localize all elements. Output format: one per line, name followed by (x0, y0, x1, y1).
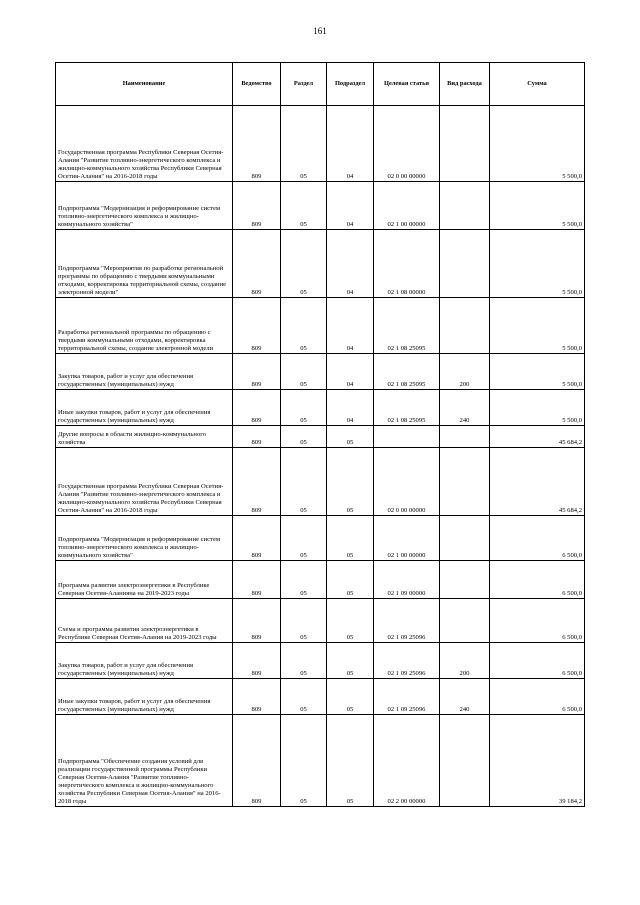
row-sum: 6 500,0 (490, 599, 585, 643)
row-sum: 5 500,0 (490, 354, 585, 390)
row-name: Иные закупки товаров, работ и услуг для обеспечения государственных (муниципальных) нужд (56, 679, 233, 715)
row-department: 809 (233, 448, 281, 516)
row-target-article: 02 1 08 25095 (374, 354, 440, 390)
row-name: Подпрограмма "Обеспечение создания условий для реализации государственной программы Республики Северная Осетия-Алания "Развитие топливно-энергетического комплекса и жилищно-коммунального хозяйства Республики Северная Осетия-Алания" на 2016-2018 годы (56, 715, 233, 807)
row-subsection: 05 (327, 715, 374, 807)
row-target-article: 02 1 09 25096 (374, 679, 440, 715)
table-row (56, 643, 585, 679)
row-expense-type (440, 516, 490, 561)
table-row (56, 354, 585, 390)
header-sum: Сумма (490, 63, 585, 106)
row-name: Закупка товаров, работ и услуг для обеспечения государственных (муниципальных) нужд (56, 354, 233, 390)
row-name: Государственная программа Республики Северная Осетия-Алания "Развитие топливно-энергетического комплекса и жилищно-коммунального хозяйства Республики Северная Осетия-Алания" на 2016-2018 годы (56, 106, 233, 182)
page-number: 161 (313, 26, 327, 36)
table-row (56, 561, 585, 599)
header-department: Ведомство (233, 63, 281, 106)
row-target-article: 02 2 00 00000 (374, 715, 440, 807)
row-sum: 6 500,0 (490, 516, 585, 561)
row-section: 05 (281, 230, 327, 298)
row-section: 05 (281, 715, 327, 807)
row-name: Подпрограмма "Мероприятия по разработке региональной программы по обращению с твердыми коммунальными отходами, корректировка территориальной схемы, создание электронной модели" (56, 230, 233, 298)
row-sum: 39 184,2 (490, 715, 585, 807)
table-row (56, 715, 585, 807)
row-department: 809 (233, 679, 281, 715)
row-sum: 5 500,0 (490, 390, 585, 426)
table-row (56, 106, 585, 182)
row-subsection: 04 (327, 182, 374, 230)
row-section: 05 (281, 354, 327, 390)
header-target-article: Целевая статья (374, 63, 440, 106)
row-name: Разработка региональной программы по обращению с твердыми коммунальными отходами, корректировка территориальной схемы, создание электронной модели (56, 298, 233, 354)
row-name: Схема и программа развития электроэнергетики в Республике Северная Осетия-Алания на 2019-2023 годы (56, 599, 233, 643)
row-expense-type (440, 182, 490, 230)
row-sum: 45 684,2 (490, 426, 585, 448)
row-sum: 6 500,0 (490, 643, 585, 679)
row-target-article: 02 0 00 00000 (374, 106, 440, 182)
row-subsection: 05 (327, 561, 374, 599)
row-department: 809 (233, 643, 281, 679)
row-name: Иные закупки товаров, работ и услуг для обеспечения государственных (муниципальных) нужд (56, 390, 233, 426)
row-target-article: 02 1 00 00000 (374, 182, 440, 230)
row-name: Подпрограмма "Модернизация и реформирование систем топливно-энергетического комплекса и жилищно-коммунального хозяйства" (56, 182, 233, 230)
table-row (56, 230, 585, 298)
row-subsection: 05 (327, 426, 374, 448)
row-target-article: 02 1 00 00000 (374, 516, 440, 561)
table-row (56, 599, 585, 643)
row-expense-type (440, 599, 490, 643)
row-section: 05 (281, 599, 327, 643)
header-subsection: Подраздел (327, 63, 374, 106)
row-subsection: 05 (327, 643, 374, 679)
row-department: 809 (233, 561, 281, 599)
row-subsection: 04 (327, 230, 374, 298)
row-target-article: 02 1 08 25095 (374, 298, 440, 354)
table-row (56, 182, 585, 230)
row-subsection: 05 (327, 448, 374, 516)
row-sum: 5 500,0 (490, 106, 585, 182)
row-subsection: 04 (327, 390, 374, 426)
row-department: 809 (233, 230, 281, 298)
row-section: 05 (281, 426, 327, 448)
row-subsection: 05 (327, 516, 374, 561)
row-name: Программа развития электроэнергетики в Республике Северная Осетия-Аланияна на 2019-2023 годы (56, 561, 233, 599)
row-section: 05 (281, 679, 327, 715)
row-name: Закупка товаров, работ и услуг для обеспечения государственных (муниципальных) нужд (56, 643, 233, 679)
row-expense-type (440, 298, 490, 354)
row-subsection: 04 (327, 354, 374, 390)
row-expense-type: 240 (440, 390, 490, 426)
row-section: 05 (281, 106, 327, 182)
row-department: 809 (233, 182, 281, 230)
table-header-row (56, 63, 585, 106)
row-expense-type (440, 426, 490, 448)
row-subsection: 05 (327, 599, 374, 643)
row-subsection: 05 (327, 679, 374, 715)
row-target-article: 02 1 09 25096 (374, 643, 440, 679)
table-row (56, 448, 585, 516)
row-expense-type (440, 715, 490, 807)
row-section: 05 (281, 182, 327, 230)
row-expense-type (440, 448, 490, 516)
row-name: Государственная программа Республики Северная Осетия-Алания "Развитие топливно-энергетического комплекса и жилищно-коммунального хозяйства Республики Северная Осетия-Алания" на 2016-2018 годы (56, 448, 233, 516)
row-name: Другие вопросы в области жилищно-коммунального хозяйства (56, 426, 233, 448)
row-department: 809 (233, 516, 281, 561)
row-target-article: 02 1 09 25096 (374, 599, 440, 643)
row-expense-type (440, 106, 490, 182)
row-sum: 5 500,0 (490, 230, 585, 298)
row-target-article: 02 1 08 25095 (374, 390, 440, 426)
row-sum: 5 500,0 (490, 182, 585, 230)
row-subsection: 04 (327, 106, 374, 182)
row-section: 05 (281, 516, 327, 561)
row-section: 05 (281, 643, 327, 679)
row-sum: 6 500,0 (490, 561, 585, 599)
row-department: 809 (233, 715, 281, 807)
row-sum: 5 500,0 (490, 298, 585, 354)
row-department: 809 (233, 426, 281, 448)
header-expense-type: Вид расхода (440, 63, 490, 106)
table-row (56, 298, 585, 354)
row-target-article: 02 0 00 00000 (374, 448, 440, 516)
table-body (56, 106, 585, 807)
row-department: 809 (233, 599, 281, 643)
row-expense-type: 200 (440, 643, 490, 679)
row-target-article: 02 1 09 00000 (374, 561, 440, 599)
row-section: 05 (281, 448, 327, 516)
row-department: 809 (233, 354, 281, 390)
row-name: Подпрограмма "Модернизация и реформирование систем топливно-энергетического комплекса и жилищно-коммунального хозяйства" (56, 516, 233, 561)
row-target-article: 02 1 08 00000 (374, 230, 440, 298)
row-department: 809 (233, 106, 281, 182)
table-row (56, 426, 585, 448)
row-section: 05 (281, 298, 327, 354)
table-row (56, 679, 585, 715)
row-expense-type: 240 (440, 679, 490, 715)
budget-table (55, 62, 585, 807)
table-row (56, 516, 585, 561)
row-subsection: 04 (327, 298, 374, 354)
row-sum: 6 500,0 (490, 679, 585, 715)
row-expense-type (440, 561, 490, 599)
header-name: Наименование (56, 63, 233, 106)
row-department: 809 (233, 298, 281, 354)
row-section: 05 (281, 561, 327, 599)
row-expense-type (440, 230, 490, 298)
row-department: 809 (233, 390, 281, 426)
table-row (56, 390, 585, 426)
header-section: Раздел (281, 63, 327, 106)
row-expense-type: 200 (440, 354, 490, 390)
row-section: 05 (281, 390, 327, 426)
row-sum: 45 684,2 (490, 448, 585, 516)
row-target-article (374, 426, 440, 448)
